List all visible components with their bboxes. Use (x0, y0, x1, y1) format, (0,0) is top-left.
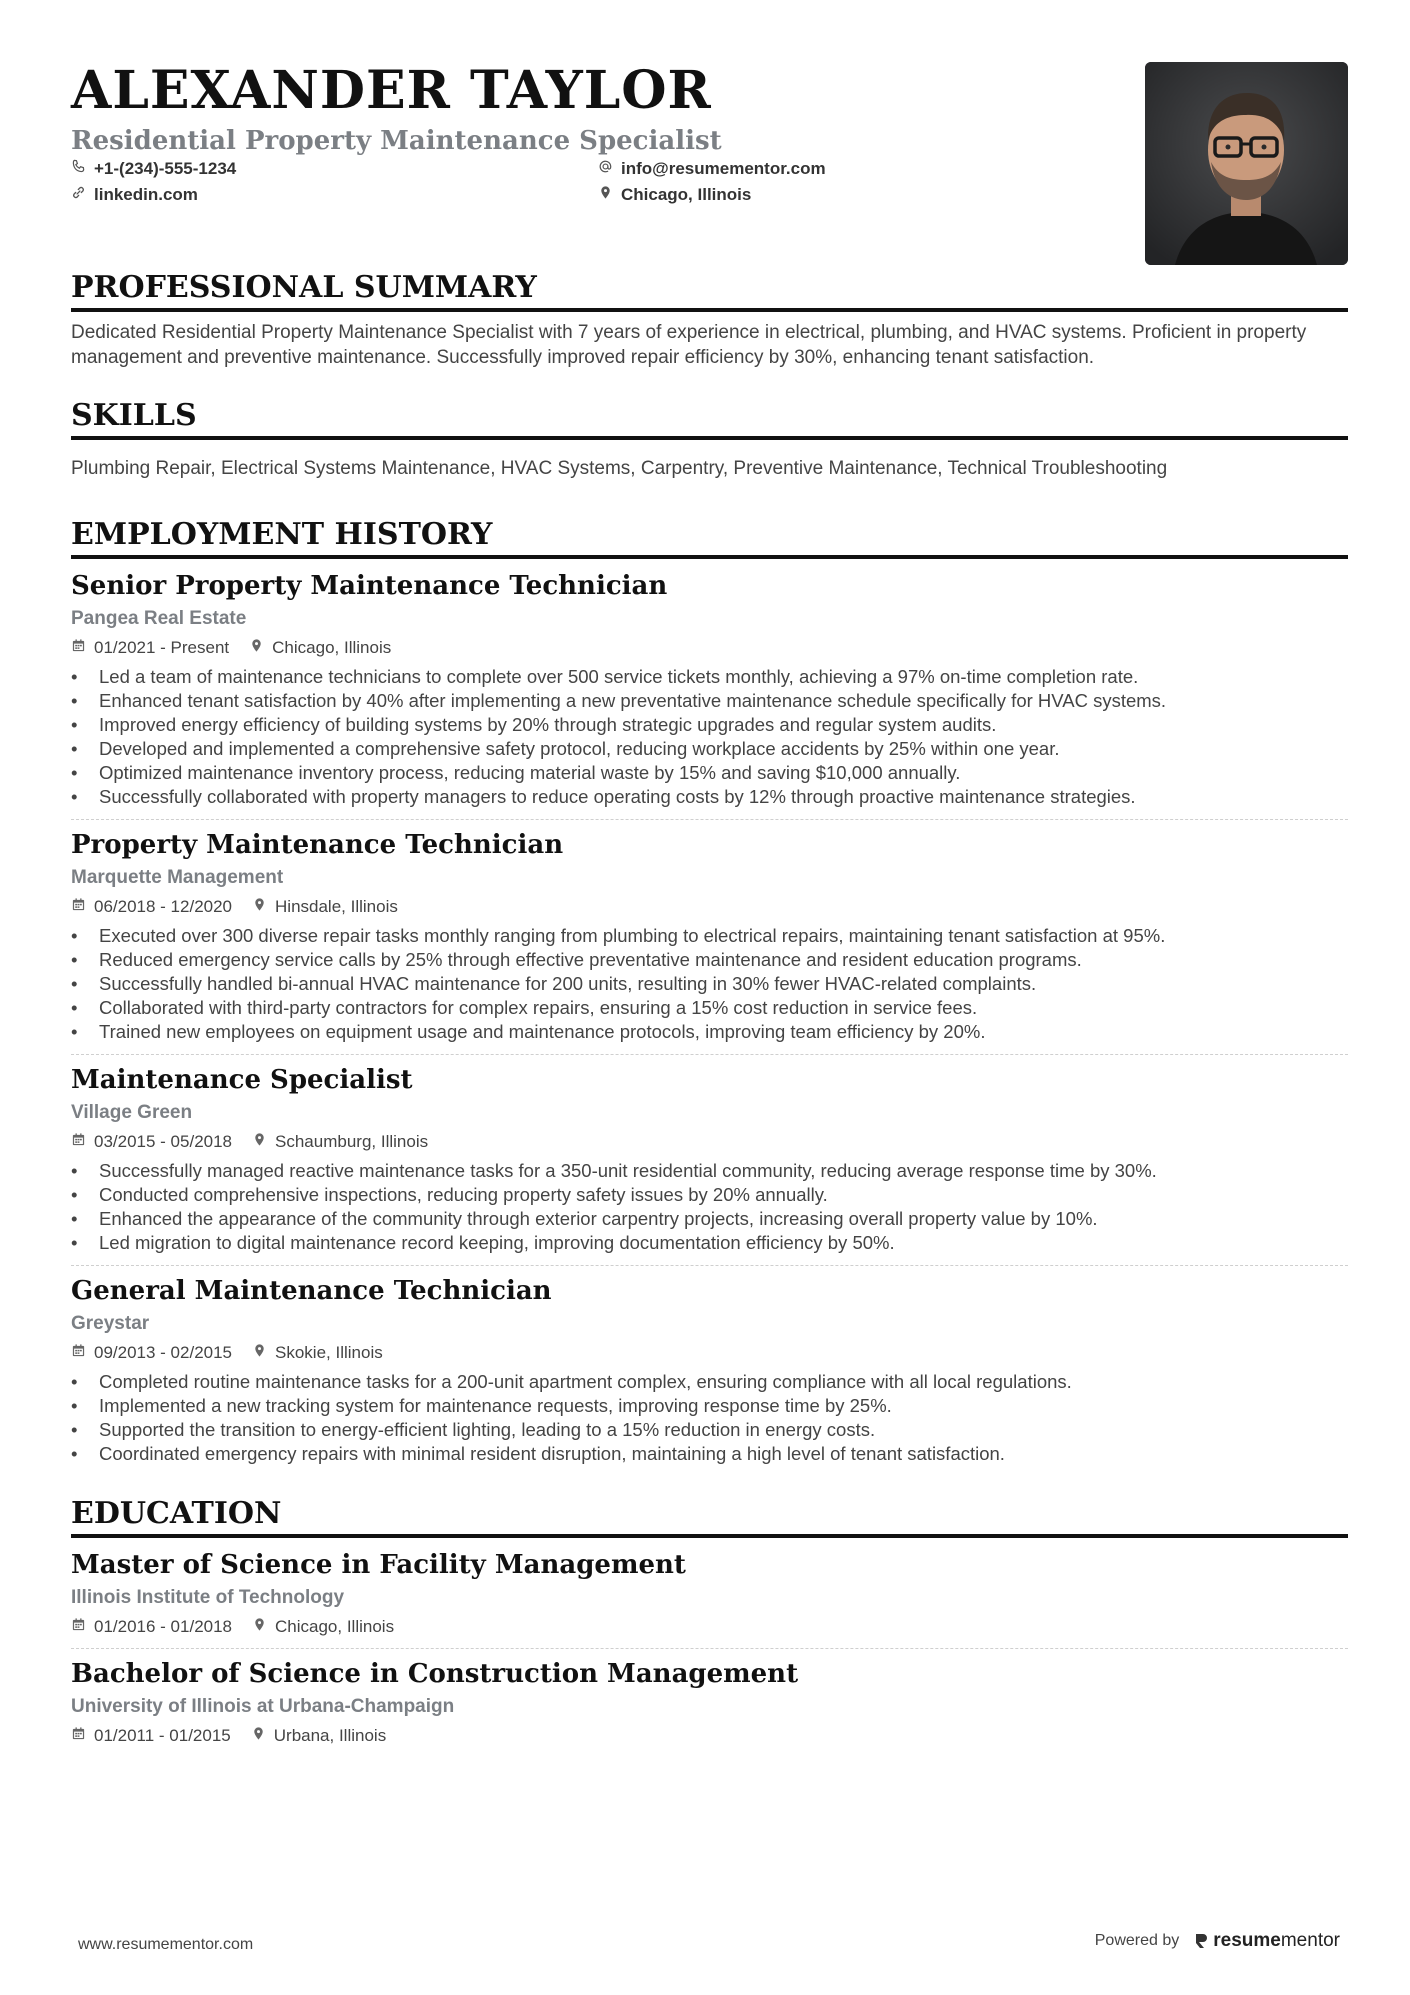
calendar-icon (71, 896, 86, 918)
degree-title: Master of Science in Facility Management (71, 1550, 686, 1580)
entry-meta (71, 896, 1348, 918)
job-bullet: • Completed routine maintenance tasks for a 200-unit apartment complex, ensuring compliance with all local regulations. (71, 1370, 1348, 1394)
entry-location-text: Chicago, Illinois (272, 638, 392, 657)
location-pin-icon (252, 896, 267, 918)
entry-location (252, 1131, 428, 1153)
brand-light: mentor (1280, 1930, 1340, 1951)
company-name: Marquette Management (71, 867, 284, 888)
job-bullet: • Enhanced tenant satisfaction by 40% after implementing a new preventative maintenance schedule specifically for HVAC systems. (71, 689, 1348, 713)
entry-location (252, 1342, 383, 1364)
candidate-role: Residential Property Maintenance Specialist (71, 126, 722, 156)
job-bullets (71, 924, 1348, 1044)
job-bullet: • Led a team of maintenance technicians to complete over 500 service tickets monthly, achieving a 97% on-time completion rate. (71, 665, 1348, 689)
company-name: Village Green (71, 1102, 193, 1123)
skills-text: Plumbing Repair, Electrical Systems Maintenance, HVAC Systems, Carpentry, Preventive Maintenance, Technical Troubleshooting (71, 458, 1168, 479)
entry-dates-text: 06/2018 - 12/2020 (94, 897, 233, 916)
at-icon (598, 159, 613, 179)
calendar-icon (71, 1131, 86, 1153)
education-entry (71, 1657, 1348, 1747)
email-text[interactable]: info@resumementor.com (621, 159, 826, 178)
skills-section (71, 398, 1348, 481)
job-bullets (71, 1370, 1348, 1466)
entry-location (252, 896, 398, 918)
location-pin-icon (251, 1725, 266, 1747)
location-text: Chicago, Illinois (621, 185, 752, 204)
job-bullet: • Enhanced the appearance of the community through exterior carpentry projects, increasing overall property value by 10%. (71, 1207, 1348, 1231)
job-entry (71, 828, 1348, 1044)
contact-phone (71, 159, 236, 179)
job-bullet: • Reduced emergency service calls by 25% through effective preventative maintenance and resident education programs. (71, 948, 1348, 972)
job-bullet: • Successfully handled bi-annual HVAC maintenance for 200 units, resulting in 30% fewer HVAC-related complaints. (71, 972, 1348, 996)
job-bullet: • Supported the transition to energy-efficient lighting, leading to a 15% reduction in energy costs. (71, 1418, 1348, 1442)
job-title: Maintenance Specialist (71, 1065, 413, 1095)
contact-location (598, 185, 751, 205)
profile-photo (1145, 62, 1348, 265)
employment-heading: EMPLOYMENT HISTORY (71, 517, 1348, 559)
entry-dates (71, 1342, 232, 1364)
entry-dates (71, 637, 229, 659)
entry-location-text: Chicago, Illinois (275, 1617, 395, 1636)
entry-dates-text: 01/2016 - 01/2018 (94, 1617, 233, 1636)
company-name: Greystar (71, 1313, 150, 1334)
education-heading: EDUCATION (71, 1496, 1348, 1538)
job-bullets (71, 665, 1348, 809)
location-pin-icon (252, 1131, 267, 1153)
calendar-icon (71, 1725, 86, 1747)
contact-linkedin (71, 185, 198, 205)
resume-header (71, 56, 1348, 271)
candidate-name: ALEXANDER TAYLOR (71, 60, 712, 121)
phone-icon (71, 159, 86, 179)
calendar-icon (71, 1342, 86, 1364)
job-title: Senior Property Maintenance Technician (71, 571, 668, 601)
entry-location-text: Urbana, Illinois (273, 1726, 387, 1745)
entry-dates (71, 896, 232, 918)
entry-divider (71, 1648, 1348, 1649)
degree-title: Bachelor of Science in Construction Management (71, 1659, 799, 1689)
location-pin-icon (249, 637, 264, 659)
entry-location (249, 637, 391, 659)
entry-dates (71, 1131, 232, 1153)
job-list (71, 569, 1348, 1466)
resume-page (71, 56, 1348, 1747)
job-bullets (71, 1159, 1348, 1255)
entry-dates (71, 1725, 231, 1747)
entry-location-text: Schaumburg, Illinois (275, 1132, 429, 1151)
job-bullet: • Trained new employees on equipment usage and maintenance protocols, improving team efficiency by 20%. (71, 1020, 1348, 1044)
entry-dates-text: 01/2011 - 01/2015 (94, 1726, 231, 1745)
location-pin-icon (252, 1342, 267, 1364)
entry-meta (71, 637, 1348, 659)
entry-dates (71, 1616, 232, 1638)
entry-dates-text: 03/2015 - 05/2018 (94, 1132, 233, 1151)
brand-bold: resume (1213, 1930, 1281, 1951)
location-pin-icon (598, 185, 613, 205)
entry-divider (71, 1054, 1348, 1055)
entry-dates-text: 01/2021 - Present (94, 638, 230, 657)
resumementor-logo-icon (1193, 1932, 1209, 1950)
contact-email (598, 159, 826, 179)
job-bullet: • Developed and implemented a comprehensive safety protocol, reducing workplace accidents by 25% within one year. (71, 737, 1348, 761)
entry-meta (71, 1616, 1348, 1638)
summary-heading: PROFESSIONAL SUMMARY (71, 270, 1348, 312)
entry-location-text: Skokie, Illinois (275, 1343, 383, 1362)
linkedin-text[interactable]: linkedin.com (94, 185, 198, 204)
school-name: Illinois Institute of Technology (71, 1587, 345, 1608)
entry-location (252, 1616, 394, 1638)
job-bullet: • Led migration to digital maintenance record keeping, improving documentation efficiency by 50%. (71, 1231, 1348, 1255)
entry-meta (71, 1131, 1348, 1153)
entry-divider (71, 1265, 1348, 1266)
job-bullet: • Executed over 300 diverse repair tasks monthly ranging from plumbing to electrical repairs, maintaining tenant satisfaction at 95%. (71, 924, 1348, 948)
education-section (71, 1496, 1348, 1747)
entry-location (251, 1725, 386, 1747)
job-title: General Maintenance Technician (71, 1276, 552, 1306)
employment-section (71, 517, 1348, 1466)
summary-text: Dedicated Residential Property Maintenance Specialist with 7 years of experience in electrical, plumbing, and HVAC systems. Proficient in property management and preventive maintenance. Successfully improved repair efficiency by 30%, enhancing tenant satisfaction. (71, 322, 1307, 368)
job-entry (71, 569, 1348, 809)
job-bullet: • Successfully managed reactive maintenance tasks for a 350-unit residential community, reducing average response time by 30%. (71, 1159, 1348, 1183)
job-title: Property Maintenance Technician (71, 830, 564, 860)
job-bullet: • Successfully collaborated with property managers to reduce operating costs by 12% through proactive maintenance strategies. (71, 785, 1348, 809)
entry-location-text: Hinsdale, Illinois (275, 897, 398, 916)
company-name: Pangea Real Estate (71, 608, 247, 629)
job-bullet: • Coordinated emergency repairs with minimal resident disruption, maintaining a high level of tenant satisfaction. (71, 1442, 1348, 1466)
entry-divider (71, 819, 1348, 820)
job-bullet: • Optimized maintenance inventory process, reducing material waste by 15% and saving $10,000 annually. (71, 761, 1348, 785)
location-pin-icon (252, 1616, 267, 1638)
calendar-icon (71, 1616, 86, 1638)
entry-meta (71, 1725, 1348, 1747)
job-entry (71, 1274, 1348, 1466)
education-entry (71, 1548, 1348, 1638)
job-entry (71, 1063, 1348, 1255)
job-bullet: • Conducted comprehensive inspections, reducing property safety issues by 20% annually. (71, 1183, 1348, 1207)
skills-heading: SKILLS (71, 398, 1348, 440)
entry-dates-text: 09/2013 - 02/2015 (94, 1343, 233, 1362)
education-list (71, 1548, 1348, 1747)
job-bullet: • Collaborated with third-party contractors for complex repairs, ensuring a 15% cost reduction in service fees. (71, 996, 1348, 1020)
job-bullet: • Improved energy efficiency of building systems by 20% through strategic upgrades and regular system audits. (71, 713, 1348, 737)
powered-by-text: Powered by (1094, 1932, 1180, 1949)
link-icon (71, 185, 86, 205)
footer-website[interactable]: www.resumementor.com (78, 1936, 254, 1953)
phone-text[interactable]: +1-(234)-555-1234 (94, 159, 237, 178)
summary-section (71, 270, 1348, 370)
resumementor-logo[interactable] (1193, 1930, 1340, 1952)
school-name: University of Illinois at Urbana-Champaign (71, 1696, 455, 1717)
footer-branding (1095, 1930, 1340, 1952)
job-bullet: • Implemented a new tracking system for maintenance requests, improving response time by 25%. (71, 1394, 1348, 1418)
entry-meta (71, 1342, 1348, 1364)
calendar-icon (71, 637, 86, 659)
